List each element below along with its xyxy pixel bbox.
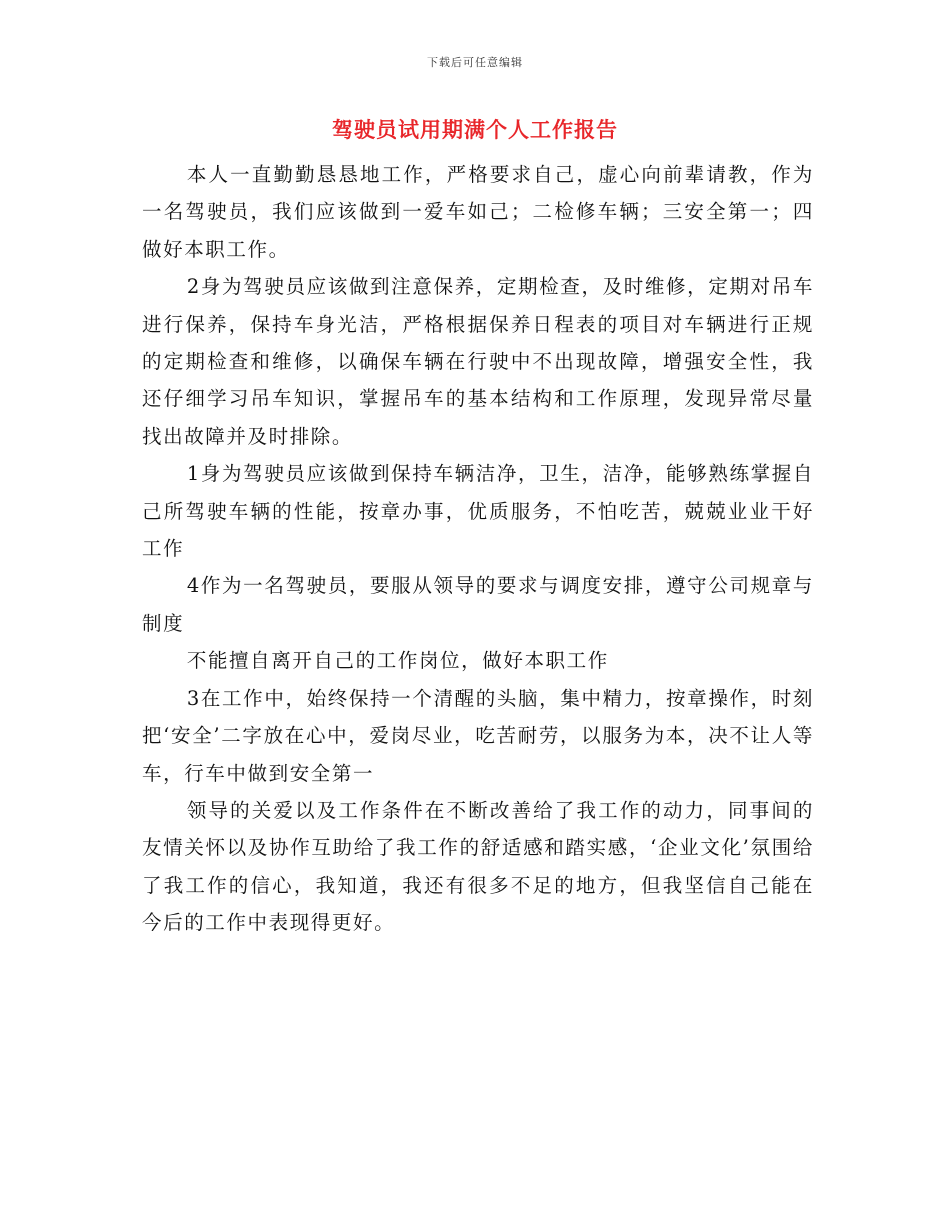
document-title: 驾驶员试用期满个人工作报告 [332, 117, 618, 142]
header-note: 下载后可任意编辑 [427, 56, 523, 69]
paragraph-6: 3在工作中，始终保持一个清醒的头脑，集中精力，按章操作，时刻把‘安全’二字放在心中，爱岗尽业，吃苦耐劳，以服务为本，决不让人等车，行车中做到安全第一 [142, 686, 814, 785]
paragraph-7: 领导的关爱以及工作条件在不断改善给了我工作的动力，同事间的友情关怀以及协作互助给了我工作的舒适感和踏实感，‘企业文化’氛围给了我工作的信心，我知道，我还有很多不足的地方，但我坚信自己能在今后的工作中表现得更好。 [142, 798, 814, 935]
paragraph-5: 不能擅自离开自己的工作岗位，做好本职工作 [186, 649, 609, 673]
paragraph-3: 1身为驾驶员应该做到保持车辆洁净，卫生，洁净，能够熟练掌握自己所驾驶车辆的性能，按章办事，优质服务，不怕吃苦，兢兢业业干好工作 [142, 462, 814, 561]
paragraph-4: 4作为一名驾驶员，要服从领导的要求与调度安排，遵守公司规章与制度 [142, 574, 814, 635]
paragraph-2: 2身为驾驶员应该做到注意保养，定期检查，及时维修，定期对吊车进行保养，保持车身光洁，严格根据保养日程表的项目对车辆进行正规的定期检查和维修，以确保车辆在行驶中不出现故障，增强安全性，我还仔细学习吊车知识，掌握吊车的基本结构和工作原理，发现异常尽量找出故障并及时排除。 [142, 275, 814, 448]
paragraph-1: 本人一直勤勤恳恳地工作，严格要求自己，虚心向前辈请教，作为一名驾驶员，我们应该做到一爱车如己；二检修车辆；三安全第一；四做好本职工作。 [142, 163, 814, 261]
document-body [142, 156, 814, 942]
